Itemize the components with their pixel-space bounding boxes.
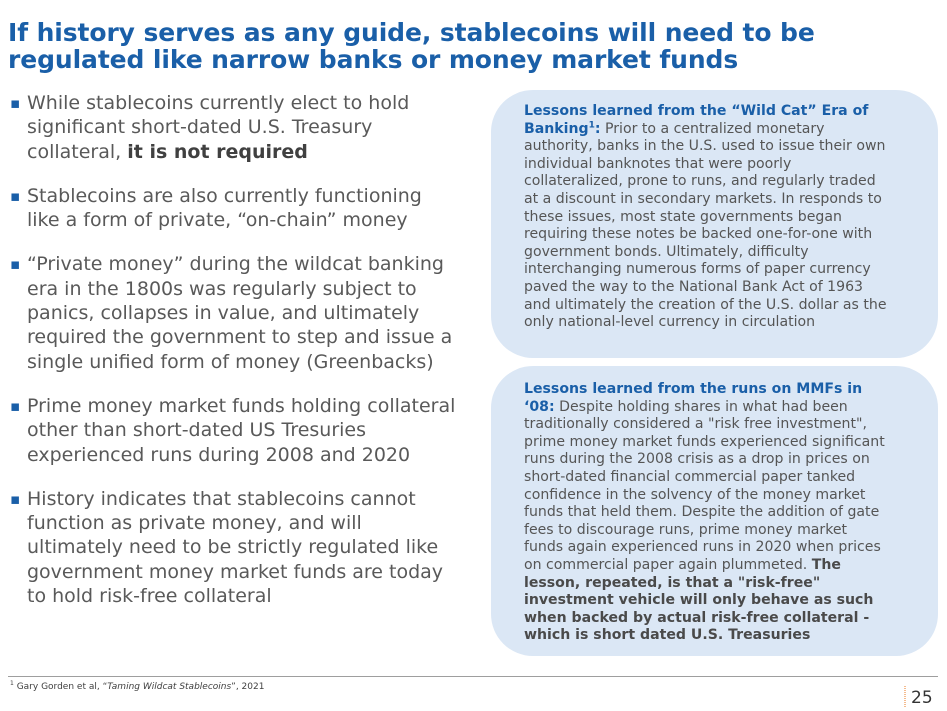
- footnote-marker: 1: [10, 680, 14, 687]
- callout-line: authority, banks in the U.S. used to issue their own: [524, 138, 886, 155]
- bullet-line: Stablecoins are also currently functioning: [27, 184, 422, 207]
- callout-line: runs during the 2008 crisis as a drop in prices on: [524, 451, 870, 468]
- callout-line: funds that held them. Despite the addition of gate: [524, 504, 880, 521]
- bullet-text: [27, 252, 485, 373]
- page-number: 25: [911, 688, 933, 708]
- callout-heading: ‘08:: [524, 398, 555, 415]
- callout-line: government bonds. Ultimately, difficulty: [524, 243, 809, 260]
- page-marker-decoration: [904, 686, 906, 707]
- callout-line: and ultimately the creation of the U.S. dollar as the: [524, 296, 887, 313]
- callout-line: these issues, most state governments began: [524, 208, 842, 225]
- callout-heading: Lessons learned from the runs on MMFs in: [524, 381, 863, 397]
- square-bullet-icon: ▪: [10, 489, 21, 508]
- bullet-text: [27, 184, 485, 233]
- bullet-line-text: collateral,: [27, 140, 128, 163]
- footnote-source-title: Taming Wildcat Stablecoins: [107, 682, 232, 692]
- slide-title-line: regulated like narrow banks or money market funds: [8, 45, 739, 74]
- bullet-line: History indicates that stablecoins cannot: [27, 487, 416, 510]
- callout-line: only national-level currency in circulation: [524, 314, 816, 331]
- callout-line: at a discount in secondary markets. In responds to: [524, 190, 882, 207]
- bullet-line: Prime money market funds holding collateral: [27, 394, 456, 417]
- callout-line: prime money market funds experienced significant: [524, 433, 885, 450]
- bullet-text: [27, 394, 485, 467]
- footnote-text: ”, 2021: [231, 682, 265, 692]
- bullet-line: panics, collapses in value, and ultimately: [27, 302, 420, 325]
- footer-divider: [8, 676, 938, 677]
- callout-line: [524, 557, 922, 575]
- callout-text: Despite holding shares in what had been: [554, 398, 848, 415]
- callout-line: individual banknotes that were poorly: [524, 155, 792, 172]
- callout-emphasis-line: which is short dated U.S. Treasuries: [524, 627, 811, 644]
- bullet-line: government money market funds are today: [27, 560, 444, 583]
- square-bullet-icon: ▪: [10, 186, 21, 205]
- bullet-line: like a form of private, “on-chain” money: [27, 209, 408, 232]
- callout-line: fees to discourage runs, prime money market: [524, 521, 848, 538]
- callout-emphasis: The: [811, 556, 841, 573]
- bullet-line: function as private money, and will: [27, 512, 362, 535]
- wildcat-lessons-callout: [491, 90, 938, 358]
- bullet-line: era in the 1800s was regularly subject to: [27, 277, 417, 300]
- bullet-line: to hold risk-free collateral: [27, 585, 272, 608]
- bullet-line: ultimately need to be strictly regulated like: [27, 536, 439, 559]
- callout-line: interchanging numerous forms of paper currency: [524, 261, 871, 278]
- bullet-item: [10, 394, 485, 467]
- footnote: [10, 681, 264, 693]
- callout-heading: [524, 121, 601, 137]
- footnote-text: Gary Gorden et al, “: [13, 682, 108, 692]
- bullet-emphasis: it is not required: [127, 140, 308, 163]
- mmf-lessons-callout: [491, 366, 938, 656]
- callout-line: traditionally considered a "risk free investment",: [524, 416, 867, 433]
- bullet-line: single unified form of money (Greenbacks): [27, 350, 434, 373]
- callout-emphasis-line: lesson, repeated, is that a "risk-free": [524, 574, 821, 591]
- footnote-reference: 1: [588, 119, 595, 130]
- bullet-line: other than short-dated US Tresuries: [27, 419, 367, 442]
- callout-heading-colon: :: [594, 120, 601, 137]
- bullet-text: [27, 487, 485, 608]
- callout-line: requiring these notes be backed one-for-one with: [524, 226, 873, 243]
- square-bullet-icon: ▪: [10, 255, 21, 274]
- bullet-item: [10, 184, 485, 233]
- callout-line: collateralized, prone to runs, and regularly traded: [524, 173, 876, 190]
- callout-text: on commercial paper again plummeted.: [524, 556, 812, 573]
- callout-line: confidence in the solvency of the money market: [524, 486, 866, 503]
- slide-title: [8, 19, 938, 73]
- bullet-line: experienced runs during 2008 and 2020: [27, 443, 411, 466]
- callout-line: funds again experienced runs in 2020 when prices: [524, 539, 881, 556]
- callout-emphasis-line: when backed by actual risk-free collateral -: [524, 609, 870, 626]
- bullet-line: “Private money” during the wildcat banking: [27, 253, 444, 276]
- callout-emphasis-line: investment vehicle will only behave as such: [524, 592, 874, 609]
- bullet-line: required the government to step and issue a: [27, 326, 453, 349]
- bullet-item: [10, 252, 485, 373]
- callout-heading-text: Banking: [524, 120, 589, 137]
- callout-line: [524, 121, 922, 139]
- bullet-line: [27, 140, 485, 164]
- slide-title-line: If history serves as any guide, stablecoins will need to be: [8, 18, 815, 47]
- bullet-line: While stablecoins currently elect to hold: [27, 92, 410, 114]
- callout-line: [524, 399, 922, 417]
- bullet-text: [27, 91, 485, 164]
- bullet-item: [10, 487, 485, 608]
- bullet-list: [10, 91, 485, 628]
- bullet-item: [10, 91, 485, 164]
- callout-line: paved the way to the National Bank Act of 1963: [524, 278, 864, 295]
- square-bullet-icon: ▪: [10, 94, 21, 112]
- bullet-line: significant short-dated U.S. Treasury: [27, 116, 373, 139]
- callout-line: short-dated financial commercial paper tanked: [524, 468, 856, 485]
- callout-heading: Lessons learned from the “Wild Cat” Era of: [524, 103, 869, 119]
- callout-text: Prior to a centralized monetary: [600, 120, 825, 137]
- square-bullet-icon: ▪: [10, 396, 21, 415]
